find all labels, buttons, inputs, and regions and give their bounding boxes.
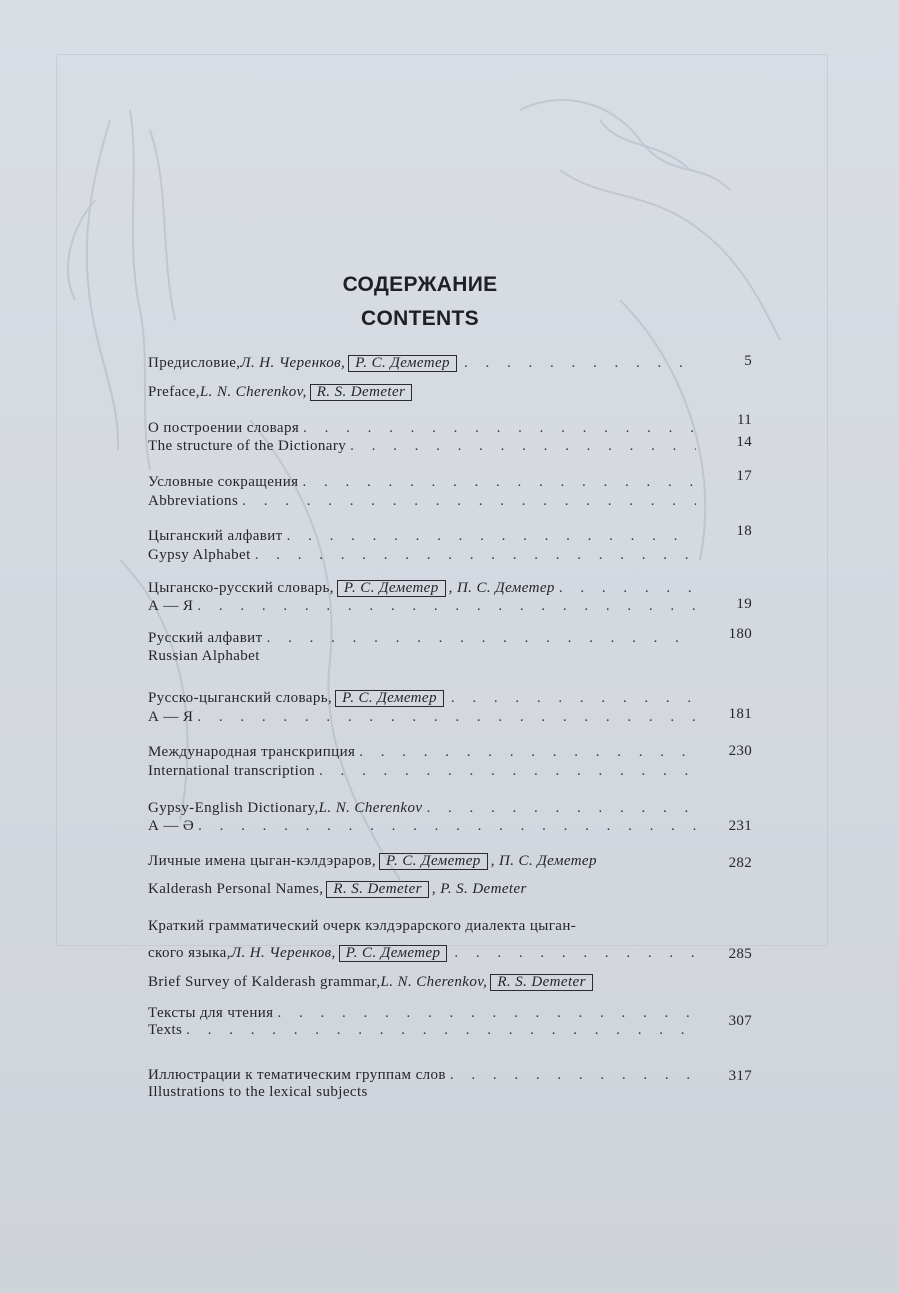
author-box: Р. С. Деметер bbox=[339, 945, 448, 962]
page-number: 19 bbox=[736, 596, 752, 612]
toc-entry-abbreviations-ru[interactable]: Условные сокращения . . . bbox=[148, 474, 696, 494]
leader-dots bbox=[193, 598, 696, 615]
page-number: 317 bbox=[728, 1068, 752, 1084]
author-box: Р. С. Деметер bbox=[337, 580, 446, 597]
toc-entry-grammar-ru-line1[interactable]: Краткий грамматический очерк кэлдэрарского диалекта цыган- bbox=[148, 918, 577, 934]
page-number: 285 bbox=[728, 946, 752, 962]
leader-dots bbox=[299, 420, 696, 437]
toc-entry-gypsy-russian-range[interactable]: А — Я . . . bbox=[148, 598, 696, 618]
page-number: 181 bbox=[728, 706, 752, 722]
leader-dots bbox=[450, 945, 696, 962]
leader-dots bbox=[355, 744, 696, 761]
toc-entry-gypsy-russian-dictionary[interactable]: Цыганско-русский словарь, Р. С. Деметер , П. С. Деметер . . . bbox=[148, 580, 696, 600]
page-number: 18 bbox=[736, 523, 752, 539]
page-number: 282 bbox=[728, 855, 752, 871]
toc-entry-structure-en[interactable]: The structure of the Dictionary . . . bbox=[148, 438, 696, 458]
leader-dots bbox=[555, 580, 696, 597]
toc-entry-transcription-ru[interactable]: Международная транскрипция . . . bbox=[148, 744, 696, 764]
leader-dots bbox=[446, 1067, 696, 1084]
toc-entry-illustrations-en[interactable]: Illustrations to the lexical subjects bbox=[148, 1084, 368, 1100]
toc-entry-russian-gypsy-range[interactable]: А — Я . . . bbox=[148, 709, 696, 729]
toc-entry-gypsy-english-range[interactable]: А — Ә . . . bbox=[148, 818, 696, 838]
toc-entry-illustrations-ru[interactable]: Иллюстрации к тематическим группам слов . . . bbox=[148, 1067, 696, 1087]
leader-dots bbox=[263, 630, 696, 647]
page-number: 180 bbox=[728, 626, 752, 642]
author-box: R. S. Demeter bbox=[310, 384, 413, 401]
toc-entry-grammar-ru-line2[interactable]: ского языка, Л. Н. Черенков, Р. С. Деметер . . . bbox=[148, 945, 696, 965]
author-box: R. S. Demeter bbox=[490, 974, 593, 991]
toc-entry-structure-ru[interactable]: О построении словаря . . . bbox=[148, 420, 696, 440]
toc-entry-personal-names-ru[interactable]: Личные имена цыган-кэлдэраров, Р. С. Деметер , П. С. Деметер bbox=[148, 853, 597, 869]
leader-dots bbox=[460, 355, 696, 372]
toc-entry-texts-ru[interactable]: Тексты для чтения . . . bbox=[148, 1005, 696, 1025]
author-box: Р. С. Деметер bbox=[335, 690, 444, 707]
leader-dots bbox=[273, 1005, 696, 1022]
toc-entry-preface-ru[interactable]: Предисловие, Л. Н. Черенков, Р. С. Деметер . . . bbox=[148, 355, 696, 375]
toc-entry-texts-en[interactable]: Texts . . . bbox=[148, 1022, 696, 1042]
page-number: 231 bbox=[728, 818, 752, 834]
page-number: 5 bbox=[744, 353, 752, 369]
toc-entry-russian-alphabet-ru[interactable]: Русский алфавит . . . bbox=[148, 630, 696, 650]
page-number: 11 bbox=[736, 412, 752, 428]
author-box: Р. С. Деметер bbox=[379, 853, 488, 870]
leader-dots bbox=[251, 547, 696, 564]
toc-entry-personal-names-en[interactable]: Kalderash Personal Names, R. S. Demeter , P. S. Demeter bbox=[148, 881, 527, 897]
leader-dots bbox=[447, 690, 696, 707]
toc-entry-preface-en[interactable]: Preface, L. N. Cherenkov, R. S. Demeter bbox=[148, 384, 696, 404]
page-number: 14 bbox=[736, 434, 752, 450]
leader-dots bbox=[283, 528, 696, 545]
leader-dots bbox=[315, 763, 696, 780]
page-number: 17 bbox=[736, 468, 752, 484]
leader-dots bbox=[298, 474, 696, 491]
toc-entry-transcription-en[interactable]: International transcription . . . bbox=[148, 763, 696, 783]
toc-entry-abbreviations-en[interactable]: Abbreviations . . . bbox=[148, 493, 696, 513]
leader-dots bbox=[346, 438, 696, 455]
heading-en: CONTENTS bbox=[361, 307, 479, 330]
author-box: R. S. Demeter bbox=[326, 881, 429, 898]
toc-entry-russian-alphabet-en[interactable]: Russian Alphabet bbox=[148, 648, 260, 664]
toc-entry-gypsy-alphabet-ru[interactable]: Цыганский алфавит . . . bbox=[148, 528, 696, 548]
leader-dots bbox=[182, 1022, 696, 1039]
leader-dots bbox=[238, 493, 696, 510]
toc-entry-gypsy-alphabet-en[interactable]: Gypsy Alphabet . . . bbox=[148, 547, 696, 567]
heading-ru: СОДЕРЖАНИЕ bbox=[342, 273, 498, 296]
toc-entry-grammar-en[interactable]: Brief Survey of Kalderash grammar, L. N. Cherenkov, R. S. Demeter bbox=[148, 974, 696, 994]
toc-entry-russian-gypsy-dictionary[interactable]: Русско-цыганский словарь, Р. С. Деметер . . . bbox=[148, 690, 696, 710]
leader-dots bbox=[422, 800, 696, 817]
toc-entry-gypsy-english-dictionary[interactable]: Gypsy-English Dictionary, L. N. Cherenkov . . . bbox=[148, 800, 696, 820]
page-number: 307 bbox=[728, 1013, 752, 1029]
leader-dots bbox=[193, 709, 696, 726]
page-number: 230 bbox=[728, 743, 752, 759]
leader-dots bbox=[194, 818, 696, 835]
author-box: Р. С. Деметер bbox=[348, 355, 457, 372]
